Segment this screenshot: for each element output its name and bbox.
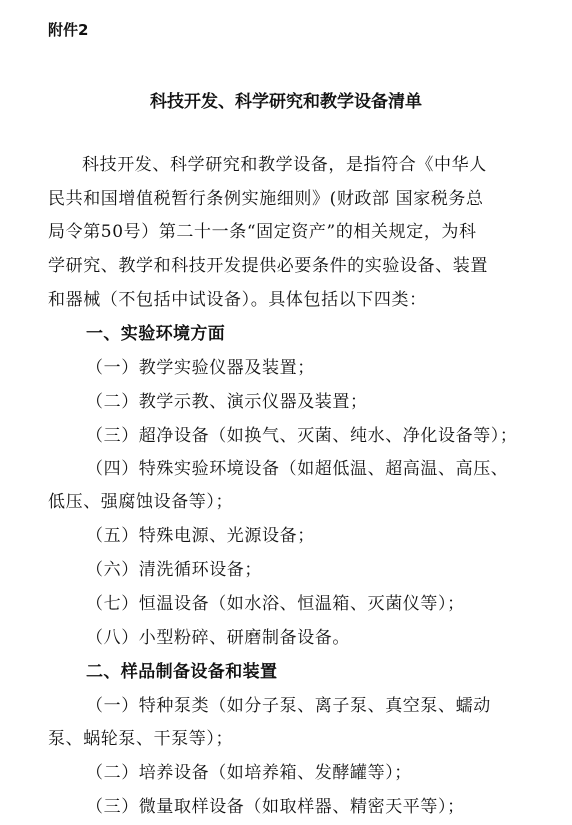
list-item: （三）超净设备（如换气、灭菌、纯水、净化设备等）； bbox=[86, 426, 518, 446]
document-title: 科技开发、科学研究和教学设备清单 bbox=[150, 92, 422, 112]
intro-line: 学研究、教学和科技开发提供必要条件的实验设备、装置 bbox=[48, 256, 488, 276]
list-item: （七）恒温设备（如水浴、恒温箱、灭菌仪等）； bbox=[86, 594, 465, 614]
section-heading: 一、实验环境方面 bbox=[86, 324, 226, 344]
section-heading: 二、样品制备设备和装置 bbox=[86, 662, 278, 682]
intro-line: 和器械（不包括中试设备）。具体包括以下四类： bbox=[48, 290, 427, 310]
list-item: （三）微量取样设备（如取样器、精密天平等）； bbox=[86, 797, 465, 817]
intro-line: 民共和国增值税暂行条例实施细则》(财政部 国家税务总 bbox=[48, 189, 484, 209]
intro-line: 科技开发、科学研究和教学设备，是指符合《中华人 bbox=[82, 155, 487, 175]
list-item-continuation: 低压、强腐蚀设备等）； bbox=[48, 492, 234, 512]
list-item: （一）教学实验仪器及装置； bbox=[86, 358, 315, 378]
intro-line: 局令第50号）第二十一条“固定资产”的相关规定，为科 bbox=[48, 222, 477, 242]
list-item-continuation: 泵、蜗轮泵、干泵等）； bbox=[48, 729, 234, 749]
list-item: （二）培养设备（如培养箱、发酵罐等）； bbox=[86, 763, 412, 783]
list-item: （四）特殊实验环境设备（如超低温、超高温、高压、 bbox=[86, 459, 509, 479]
list-item: （八）小型粉碎、研磨制备设备。 bbox=[86, 628, 350, 648]
list-item: （二）教学示教、演示仪器及装置； bbox=[86, 392, 368, 412]
list-item: （一）特种泵类（如分子泵、离子泵、真空泵、蠕动 bbox=[86, 696, 491, 716]
list-item: （五）特殊电源、光源设备； bbox=[86, 526, 315, 546]
attachment-label: 附件2 bbox=[48, 21, 89, 39]
list-item: （六）清洗循环设备； bbox=[86, 560, 262, 580]
